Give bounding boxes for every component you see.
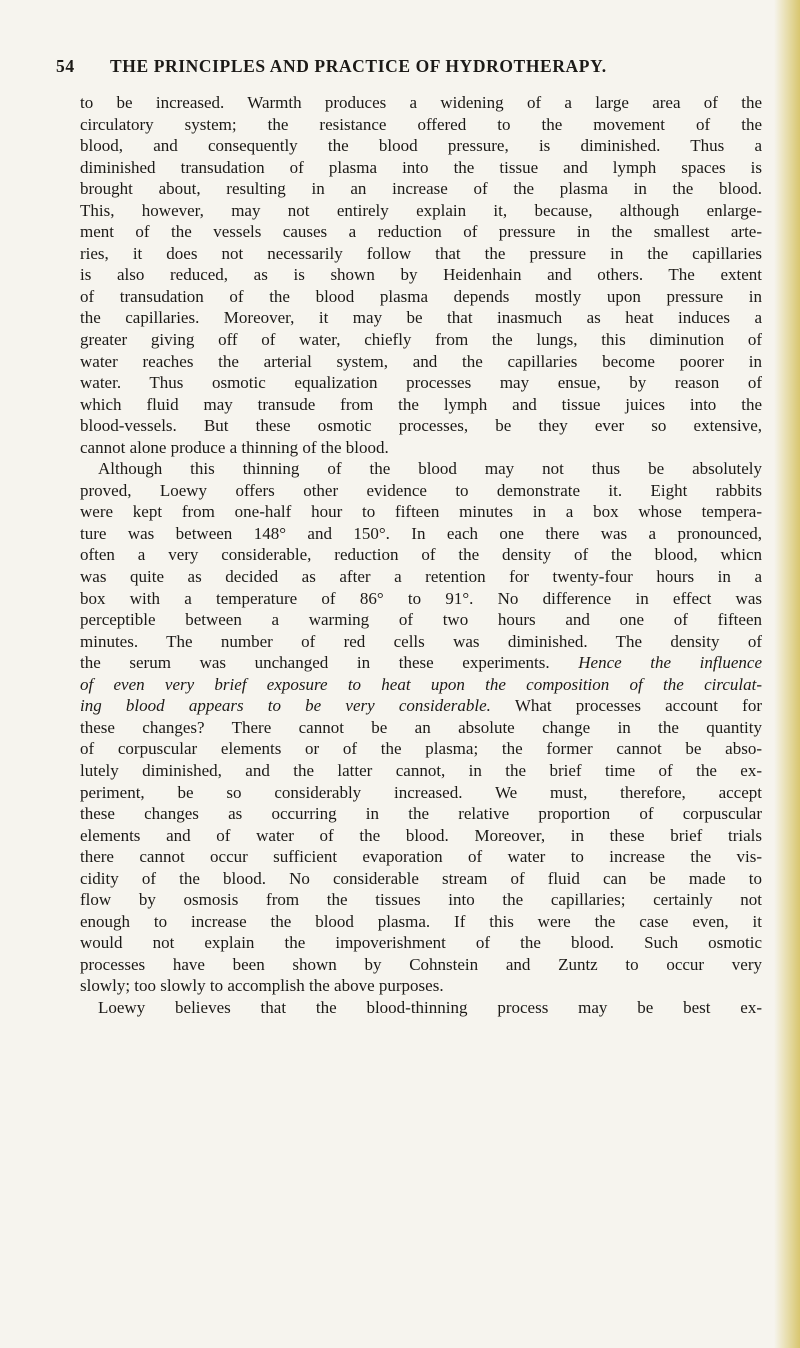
text-line: would not explain the impoverishment of the blood. Such osmotic (80, 933, 762, 953)
text-line: diminished transudation of plasma into the tissue and lymph spaces is (80, 157, 762, 177)
text-line: flow by osmosis from the tissues into the capillaries; certainly not (80, 890, 762, 910)
text-line: of corpuscular elements or of the plasma; the former cannot be abso- (80, 739, 762, 759)
text-segment: the serum was unchanged in these experiments. (80, 653, 550, 673)
text-line: proved, Loewy offers other evidence to demonstrate it. Eight rabbits (80, 480, 762, 500)
text-line: often a very considerable, reduction of the density of the blood, whicn (80, 545, 762, 565)
text-line: ries, it does not necessarily follow that the pressure in the capillaries (80, 243, 762, 263)
text-line: of transudation of the blood plasma depends mostly upon pressure in (80, 286, 762, 306)
page-edge (774, 0, 800, 1348)
text-line: these changes? There cannot be an absolute change in the quantity (80, 717, 762, 737)
text-line: ture was between 148° and 150°. In each one there was a pronounced, (80, 523, 762, 543)
running-title: THE PRINCIPLES AND PRACTICE OF HYDROTHERAPY. (110, 56, 607, 76)
text-line: circulatory system; the resistance offered to the movement of the (80, 114, 762, 134)
text-line (80, 695, 762, 717)
text-line: cannot alone produce a thinning of the blood. (80, 437, 389, 457)
text-line: greater giving off of water, chiefly from the lungs, this diminution of (80, 330, 762, 350)
text-line: which fluid may transude from the lymph and tissue juices into the (80, 394, 762, 414)
text-line: to be increased. Warmth produces a widening of a large area of the (80, 93, 762, 112)
text-line: is also reduced, as is shown by Heidenhain and others. The extent (80, 265, 762, 285)
italic-text: ing blood appears to be very considerable. (80, 696, 491, 716)
text-line: there cannot occur sufficient evaporation of water to increase the vis- (80, 847, 762, 867)
text-line: cidity of the blood. No considerable stream of fluid can be made to (80, 868, 762, 888)
text-line: periment, be so considerably increased. We must, therefore, accept (80, 782, 762, 802)
text-line: was quite as decided as after a retention for twenty-four hours in a (80, 567, 762, 587)
text-line: water. Thus osmotic equalization processes may ensue, by reason of (80, 373, 762, 393)
text-line: blood-vessels. But these osmotic processes, be they ever so extensive, (80, 416, 762, 436)
text-line: blood, and consequently the blood pressure, is diminished. Thus a (80, 136, 762, 156)
text-line: elements and of water of the blood. Moreover, in these brief trials (80, 825, 762, 845)
text-segment: What processes account for (514, 696, 762, 716)
running-header (56, 56, 736, 80)
text-line: of even very brief exposure to heat upon the composition of the circulat- (80, 674, 762, 694)
text-line: the capillaries. Moreover, it may be that inasmuch as heat induces a (80, 308, 762, 328)
text-line: This, however, may not entirely explain it, because, although enlarge- (80, 200, 762, 220)
text-line: perceptible between a warming of two hours and one of fifteen (80, 610, 762, 630)
text-line: Loewy believes that the blood-thinning process may be best ex- (98, 997, 762, 1017)
text-line: were kept from one-half hour to fifteen minutes in a box whose tempera- (80, 502, 762, 522)
italic-text: Hence the influence (578, 653, 762, 673)
text-line: ment of the vessels causes a reduction of pressure in the smallest arte- (80, 222, 762, 242)
text-line: processes have been shown by Cohnstein and Zuntz to occur very (80, 954, 762, 974)
body-text (80, 92, 762, 1019)
text-line (80, 652, 762, 674)
text-line: brought about, resulting in an increase of the plasma in the blood. (80, 179, 762, 199)
text-line: water reaches the arterial system, and the capillaries become poorer in (80, 351, 762, 371)
text-line: these changes as occurring in the relative proportion of corpuscular (80, 804, 762, 824)
text-line: slowly; too slowly to accomplish the above purposes. (80, 976, 444, 996)
text-line: box with a temperature of 86° to 91°. No difference in effect was (80, 588, 762, 608)
page-number: 54 (56, 56, 75, 76)
text-line: lutely diminished, and the latter cannot, in the brief time of the ex- (80, 760, 762, 780)
text-line: Although this thinning of the blood may not thus be absolutely (98, 459, 762, 479)
text-line: enough to increase the blood plasma. If this were the case even, it (80, 911, 762, 931)
text-line: minutes. The number of red cells was diminished. The density of (80, 631, 762, 651)
